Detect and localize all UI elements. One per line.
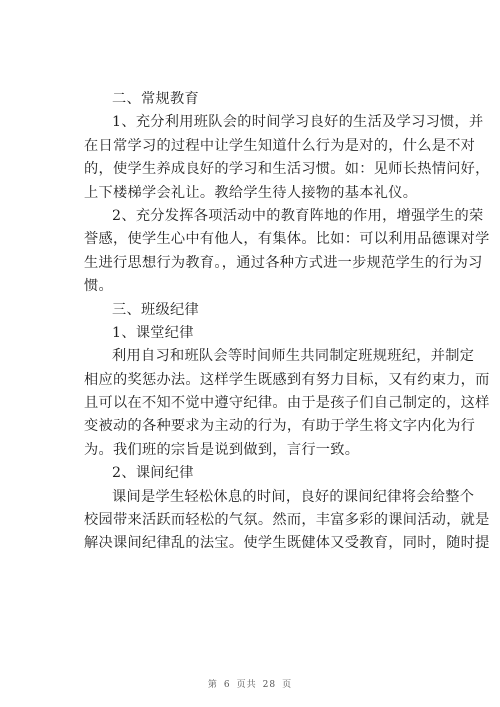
paragraph-line: 利用自习和班队会等时间师生共同制定班规班纪，并制定 bbox=[112, 348, 475, 365]
paragraph-line: 的，使学生养成良好的学习和生活习惯。如：见师长热情问好， bbox=[84, 161, 490, 178]
paragraph-line: 解决课间纪律乱的法宝。使学生既健体又受教育，同时，随时提 bbox=[84, 535, 490, 552]
page-current-number: 6 bbox=[223, 680, 231, 690]
section-heading-class-discipline: 三、班级纪律 bbox=[112, 301, 199, 318]
paragraph-line: 为。我们班的宗旨是说到做到，言行一致。 bbox=[84, 441, 360, 458]
paragraph-line: 且可以在不知不觉中遵守纪律。由于是孩子们自己制定的，这样 bbox=[84, 395, 490, 412]
paragraph-line: 上下楼梯学会礼让。教给学生待人接物的基本礼仪。 bbox=[84, 184, 418, 201]
document-body bbox=[84, 88, 490, 556]
paragraph-line: 1、充分利用班队会的时间学习良好的生活及学习习惯，并 bbox=[112, 114, 484, 131]
paragraph-line: 变被动的各种要求为主动的行为，有助于学生将文字内化为行 bbox=[84, 418, 476, 435]
page-total-number: 28 bbox=[262, 680, 277, 690]
paragraph-line: 生进行思想行为教育。，通过各种方式进一步规范学生的行为习 bbox=[84, 254, 483, 271]
paragraph-line: 相应的奖惩办法。这样学生既感到有努力目标，又有约束力，而 bbox=[84, 371, 490, 388]
page-label-prefix: 第 bbox=[207, 680, 218, 690]
paragraph-line: 惯。 bbox=[84, 278, 113, 295]
subheading-classroom-discipline: 1、课堂纪律 bbox=[112, 324, 194, 341]
section-heading-routine-education: 二、常规教育 bbox=[112, 91, 199, 107]
paragraph-line: 课间是学生轻松休息的时间，良好的课间纪律将会给整个 bbox=[112, 488, 475, 505]
paragraph-line: 在日常学习的过程中让学生知道什么行为是对的，什么是不对 bbox=[84, 137, 476, 154]
paragraph-line: 校园带来活跃而轻松的气氛。然而，丰富多彩的课间活动，就是 bbox=[84, 512, 490, 529]
page-footer bbox=[0, 677, 500, 690]
page-label-middle: 页共 bbox=[236, 680, 257, 690]
subheading-break-discipline: 2、课间纪律 bbox=[112, 465, 194, 482]
paragraph-line: 誉感，使学生心中有他人，有集体。比如：可以利用品德课对学 bbox=[84, 231, 490, 248]
page-label-suffix: 页 bbox=[282, 680, 293, 690]
paragraph-line: 2、充分发挥各项活动中的教育阵地的作用，增强学生的荣 bbox=[112, 207, 484, 224]
